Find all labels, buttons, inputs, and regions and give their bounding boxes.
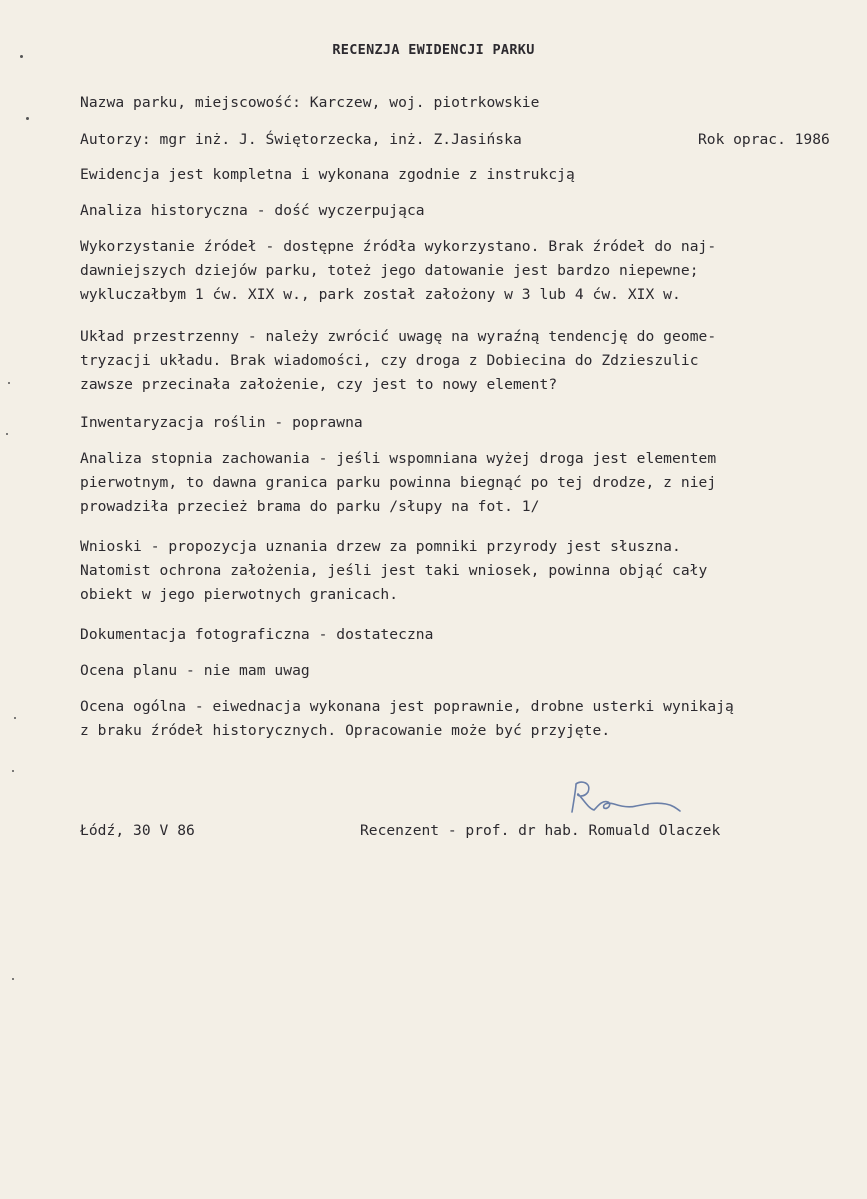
- reviewer-name: Recenzent - prof. dr hab. Romuald Olaczek: [360, 822, 721, 839]
- year-note: Rok oprac. 1986: [698, 131, 830, 148]
- place-date: Łódź, 30 V 86: [80, 822, 195, 839]
- layout-line-2: tryzacji układu. Brak wiadomości, czy droga z Dobiecina do Zdzieszulic: [80, 352, 699, 369]
- sources-line-2: dawniejszych dziejów parku, toteż jego datowanie jest bardzo niepewne;: [80, 262, 699, 279]
- preservation-line-2: pierwotnym, to dawna granica parku powinna biegnąć po tej drodze, z niej: [80, 474, 717, 491]
- document-title: RECENZJA EWIDENCJI PARKU: [332, 42, 535, 58]
- plan-assessment-line: Ocena planu - nie mam uwag: [80, 662, 310, 679]
- photo-documentation-line: Dokumentacja fotograficzna - dostateczna: [80, 626, 434, 643]
- conclusions-line-2: Natomist ochrona założenia, jeśli jest taki wniosek, powinna objąć cały: [80, 562, 708, 579]
- park-name-line: Nazwa parku, miejscowość: Karczew, woj. piotrkowskie: [80, 94, 540, 111]
- paper-mark: [6, 433, 8, 435]
- reviewer-signature: [562, 778, 712, 818]
- overall-assessment-line-2: z braku źródeł historycznych. Opracowanie może być przyjęte.: [80, 722, 611, 739]
- conclusions-line-3: obiekt w jego pierwotnych granicach.: [80, 586, 399, 603]
- paper-mark: [14, 717, 16, 719]
- sources-line-1: Wykorzystanie źródeł - dostępne źródła wykorzystano. Brak źródeł do naj-: [80, 238, 717, 255]
- historical-analysis-line: Analiza historyczna - dość wyczerpująca: [80, 202, 425, 219]
- paper-mark: [8, 382, 10, 384]
- layout-line-3: zawsze przecinała założenie, czy jest to nowy element?: [80, 376, 558, 393]
- paper-mark: [12, 978, 14, 980]
- preservation-line-1: Analiza stopnia zachowania - jeśli wspomniana wyżej droga jest elementem: [80, 450, 717, 467]
- paper-mark: [12, 770, 14, 772]
- inventory-line: Inwentaryzacja roślin - poprawna: [80, 414, 363, 431]
- preservation-line-3: prowadziła przecież brama do parku /słupy na fot. 1/: [80, 498, 540, 515]
- sources-line-3: wykluczałbym 1 ćw. XIX w., park został założony w 3 lub 4 ćw. XIX w.: [80, 286, 681, 303]
- overall-assessment-line-1: Ocena ogólna - eiwednacja wykonana jest poprawnie, drobne usterki wynikają: [80, 698, 734, 715]
- authors-line: Autorzy: mgr inż. J. Świętorzecka, inż. Z.Jasińska: [80, 131, 522, 148]
- layout-line-1: Układ przestrzenny - należy zwrócić uwagę na wyraźną tendencję do geome-: [80, 328, 717, 345]
- completeness-line: Ewidencja jest kompletna i wykonana zgodnie z instrukcją: [80, 166, 575, 183]
- paper-mark: [20, 55, 23, 58]
- paper-mark: [26, 117, 29, 120]
- conclusions-line-1: Wnioski - propozycja uznania drzew za pomniki przyrody jest słuszna.: [80, 538, 681, 555]
